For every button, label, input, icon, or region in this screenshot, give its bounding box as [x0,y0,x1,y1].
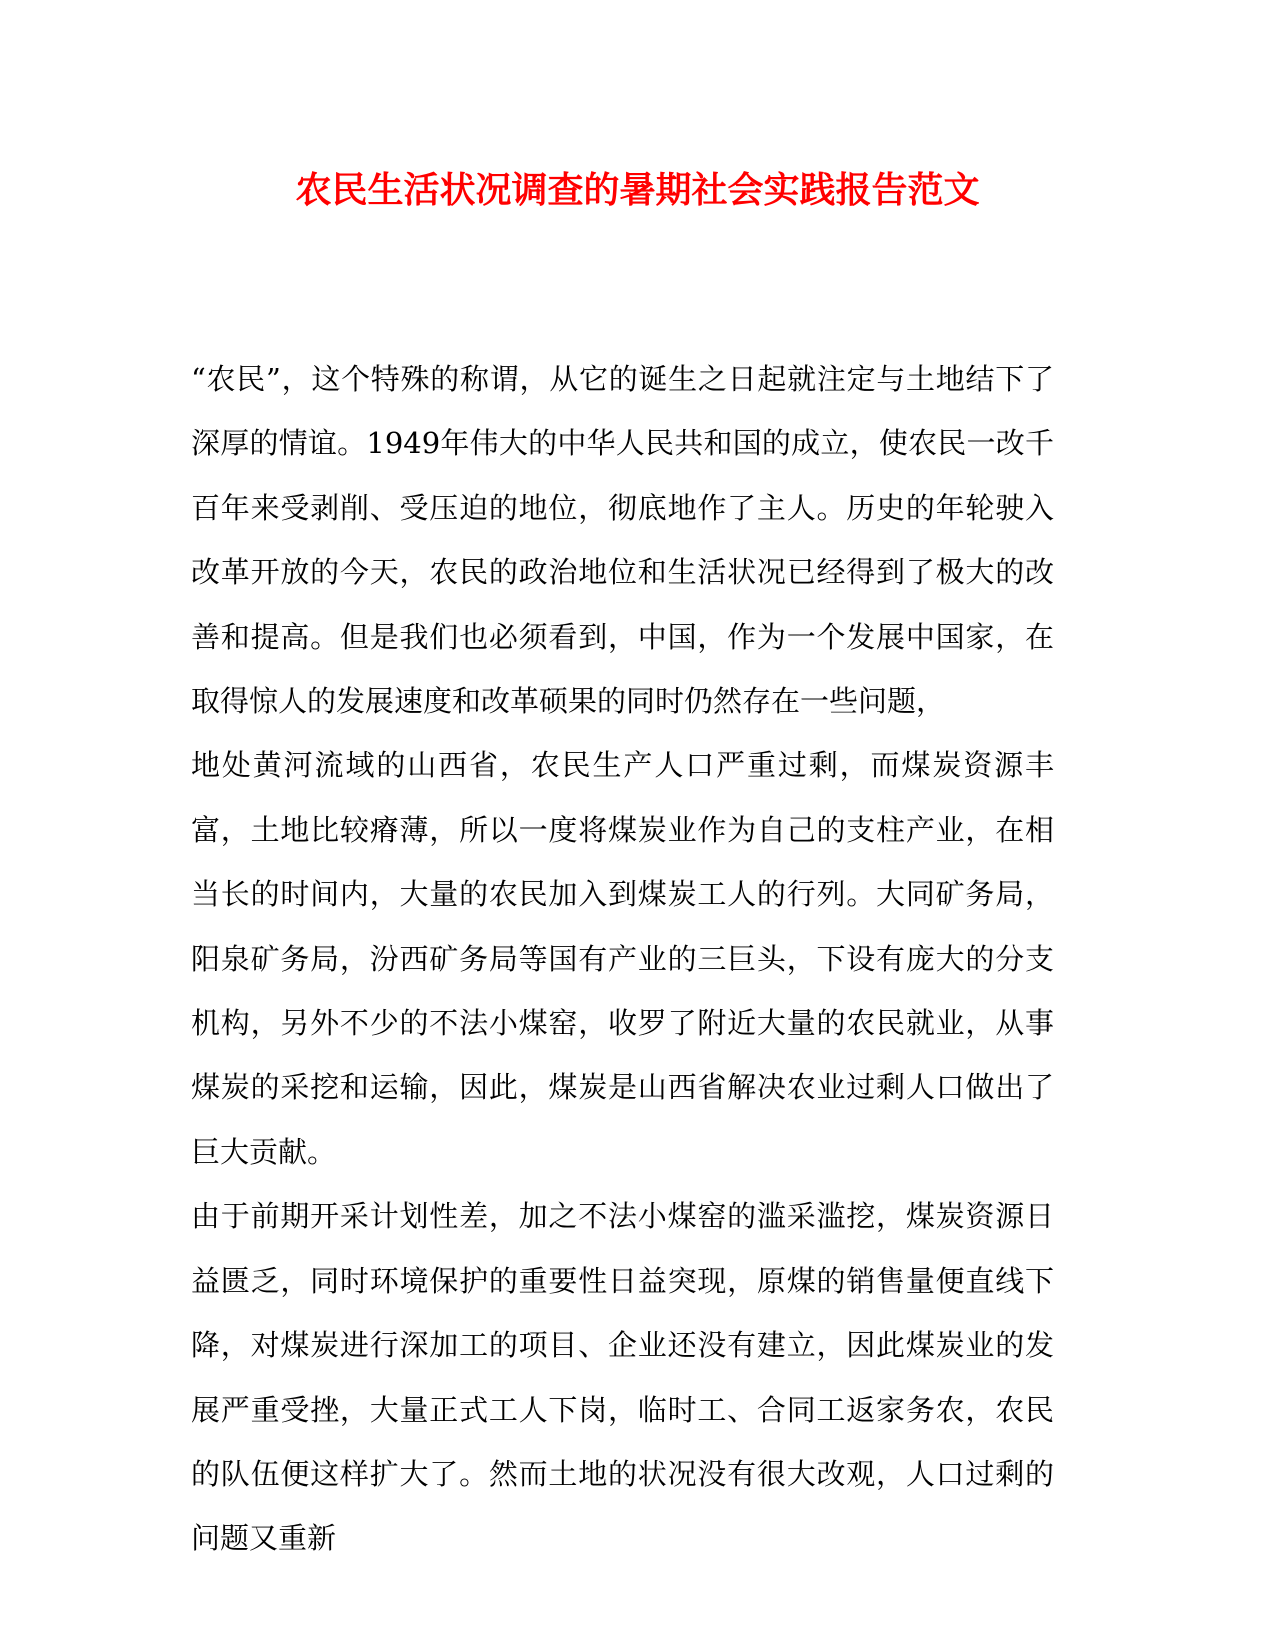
paragraph-3: 由于前期开采计划性差，加之不法小煤窑的滥采滥挖，煤炭资源日益匮乏，同时环境保护的重要性日益突现，原煤的销售量便直线下降，对煤炭进行深加工的项目、企业还没有建立，因此煤炭业的发展严重受挫，大量正式工人下岗，临时工、合同工返家务农，农民的队伍便这样扩大了。然而土地的状况没有很大改观，人口过剩的问题又重新 [191,1199,1054,1556]
document-body [191,347,1054,1571]
paragraph-2: 地处黄河流域的山西省，农民生产人口严重过剩，而煤炭资源丰富，土地比较瘠薄，所以一度将煤炭业作为自己的支柱产业，在相当长的时间内，大量的农民加入到煤炭工人的行列。大同矿务局，阳泉矿务局，汾西矿务局等国有产业的三巨头，下设有庞大的分支机构，另外不少的不法小煤窑，收罗了附近大量的农民就业，从事煤炭的采挖和运输，因此，煤炭是山西省解决农业过剩人口做出了巨大贡献。 [191,748,1054,1169]
document-title: 农民生活状况调查的暑期社会实践报告范文 [295,169,980,211]
paragraph-1: “农民”，这个特殊的称谓，从它的诞生之日起就注定与土地结下了深厚的情谊。1949年伟大的中华人民共和国的成立，使农民一改千百年来受剥削、受压迫的地位，彻底地作了主人。历史的年轮驶入改革开放的今天，农民的政治地位和生活状况已经得到了极大的改善和提高。但是我们也必须看到，中国，作为一个发展中国家，在取得惊人的发展速度和改革硕果的同时仍然存在一些问题， [191,362,1054,719]
